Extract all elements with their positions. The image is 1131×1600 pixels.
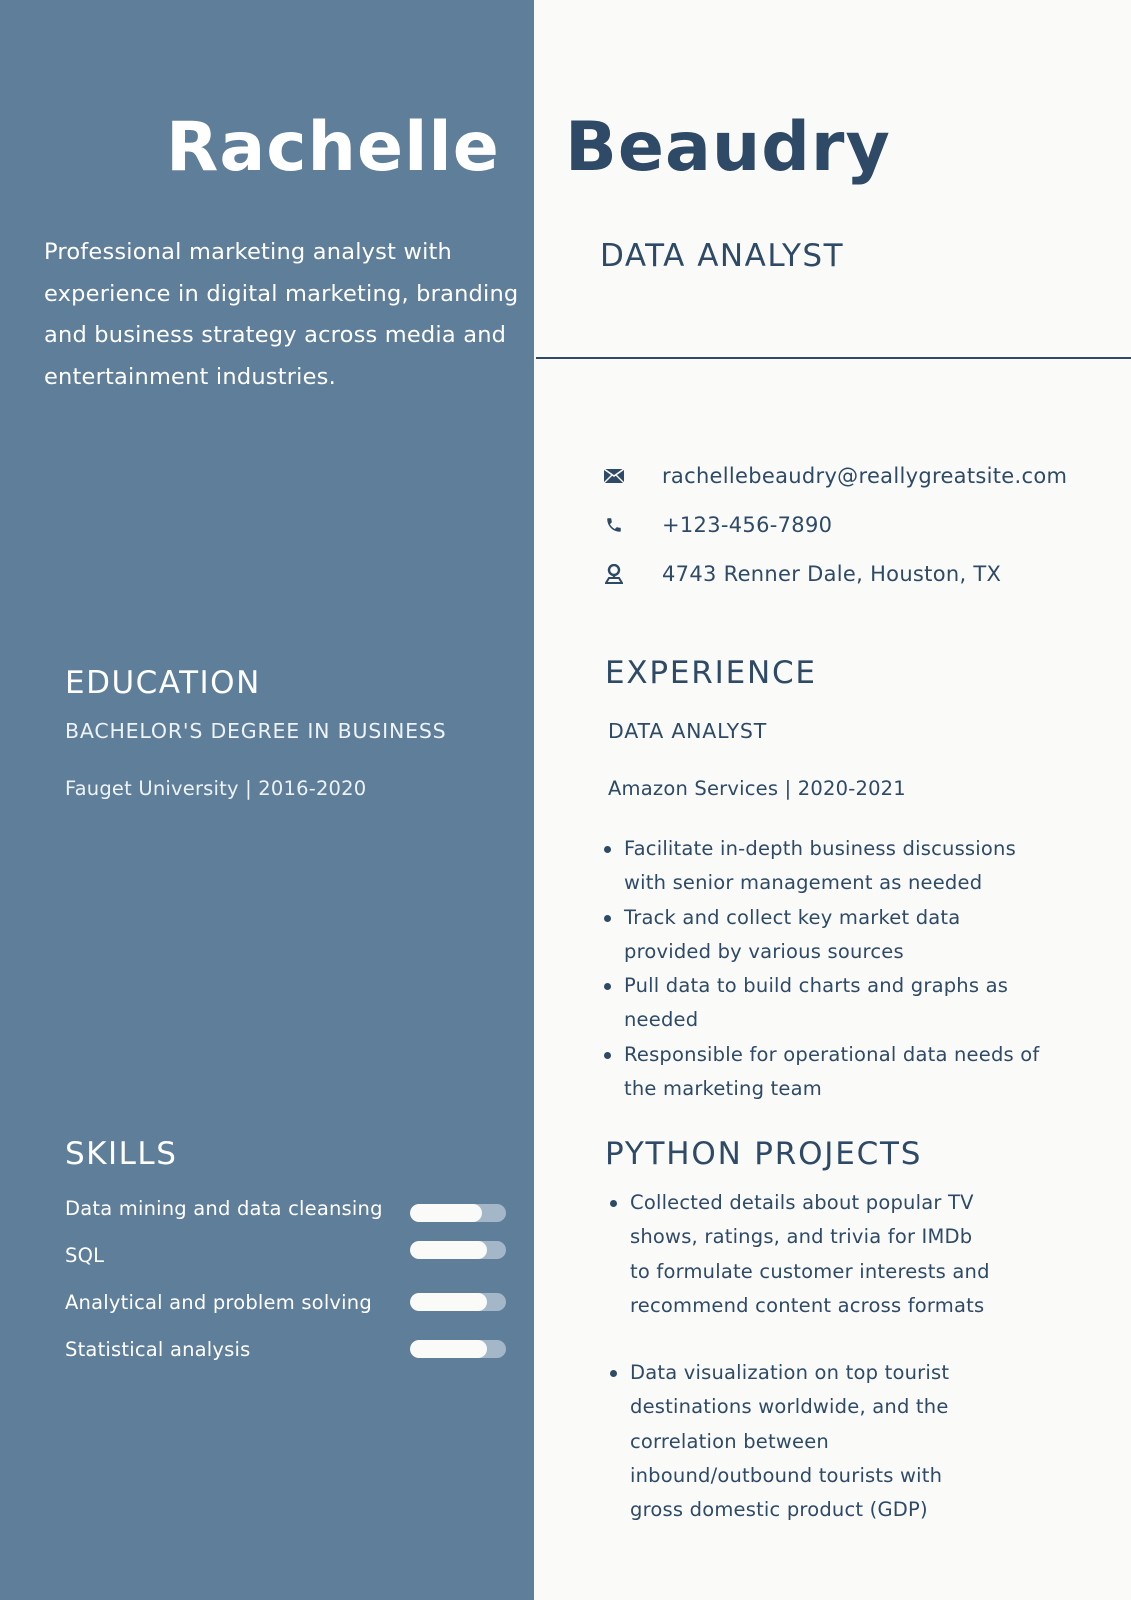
- list-item: Facilitate in-depth business discussions with senior management as needed: [604, 832, 1054, 901]
- skill-bar: [410, 1293, 506, 1311]
- skill-bar: [410, 1204, 506, 1222]
- experience-role: DATA ANALYST: [608, 719, 768, 743]
- profile-summary: Professional marketing analyst with experience in digital marketing, branding and business strategy across media and entertainment industries.: [44, 239, 519, 390]
- skills-heading: SKILLS: [65, 1136, 178, 1172]
- experience-company: Amazon Services | 2020-2021: [608, 777, 906, 800]
- list-item: Pull data to build charts and graphs as needed: [604, 969, 1054, 1038]
- education-school: Fauget University | 2016-2020: [65, 777, 367, 800]
- skill-bar-fill: [410, 1340, 487, 1358]
- map-pin-icon: [604, 564, 624, 584]
- email-text[interactable]: rachellebeaudry@reallygreatsite.com: [662, 464, 1068, 488]
- skill-label: Statistical analysis: [65, 1338, 251, 1361]
- skill-label: Analytical and problem solving: [65, 1291, 372, 1314]
- phone-text[interactable]: +123-456-7890: [662, 513, 833, 537]
- list-item: Responsible for operational data needs of the marketing team: [604, 1038, 1054, 1107]
- skill-bar-fill: [410, 1293, 487, 1311]
- education-heading: EDUCATION: [65, 665, 261, 701]
- skill-label: Data mining and data cleansing: [65, 1197, 383, 1220]
- skill-bar: [410, 1241, 506, 1259]
- last-name: Beaudry: [565, 108, 891, 187]
- phone-icon: [604, 515, 624, 535]
- experience-bullets: [604, 832, 1054, 1106]
- header-divider: [536, 357, 1131, 359]
- education-degree: BACHELOR'S DEGREE IN BUSINESS: [65, 719, 447, 743]
- list-item: Data visualization on top tourist destinations worldwide, and the correlation between inbound/outbound tourists with gross domestic product (GDP): [610, 1356, 995, 1527]
- experience-heading: EXPERIENCE: [605, 655, 817, 691]
- projects-bullets: [610, 1186, 995, 1528]
- envelope-icon: [604, 466, 624, 486]
- job-title: DATA ANALYST: [600, 238, 845, 274]
- skill-bar: [410, 1340, 506, 1358]
- address-text: 4743 Renner Dale, Houston, TX: [662, 562, 1002, 586]
- first-name: Rachelle: [166, 108, 500, 187]
- skill-bar-fill: [410, 1204, 482, 1222]
- projects-heading: PYTHON PROJECTS: [605, 1136, 923, 1172]
- contact-address: [604, 562, 1002, 586]
- skill-label: SQL: [65, 1244, 105, 1267]
- list-item: Collected details about popular TV shows, ratings, and trivia for IMDb to formulate customer interests and recommend content across formats: [610, 1186, 995, 1323]
- skill-bar-fill: [410, 1241, 487, 1259]
- contact-email: [604, 464, 1068, 488]
- contact-phone: [604, 513, 833, 537]
- list-item: Track and collect key market data provided by various sources: [604, 901, 1054, 970]
